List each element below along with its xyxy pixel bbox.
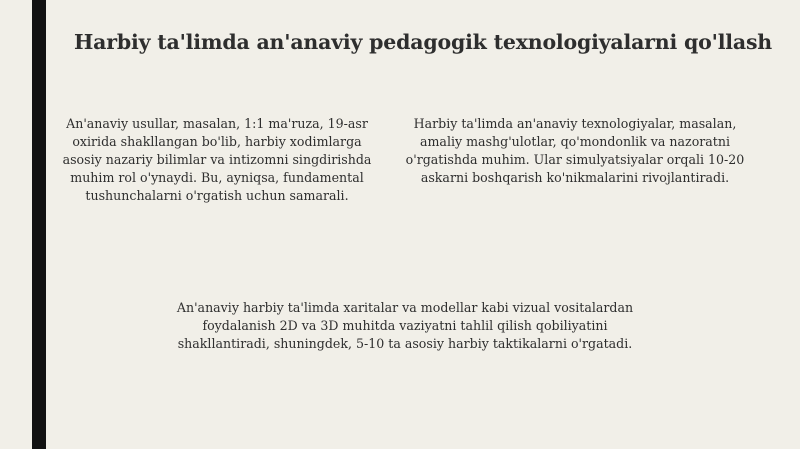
paragraph-left: An'anaviy usullar, masalan, 1:1 ma'ruza, 19-asr oxirida shakllangan bo'lib, harbiy xodimlarga asosiy nazariy bilimlar va intizomni singdirishda muhim rol o'ynaydi. Bu, ayniqsa, fundamental tushunchalarni o'rgatish uchun samarali. [62,116,372,203]
paragraph-bottom: An'anaviy harbiy ta'limda xaritalar va modellar kabi vizual vositalardan foydalanish 2D va 3D muhitda vaziyatni tahlil qilish qobiliyatini shakllantiradi, shuningdek, 5-10 ta asosiy harbiy taktikalarni o'rgatadi. [176,300,634,351]
slide-title: Harbiy ta'limda an'anaviy pedagogik texnologiyalarni qo'llash [74,30,772,54]
paragraph-right: Harbiy ta'limda an'anaviy texnologiyalar, masalan, amaliy mashg'ulotlar, qo'mondonlik va nazoratni o'rgatishda muhim. Ular simulyatsiyalar orqali 10-20 askarni boshqarish ko'nikmalarini rivojlantiradi. [405,116,745,185]
accent-bar [32,0,46,449]
